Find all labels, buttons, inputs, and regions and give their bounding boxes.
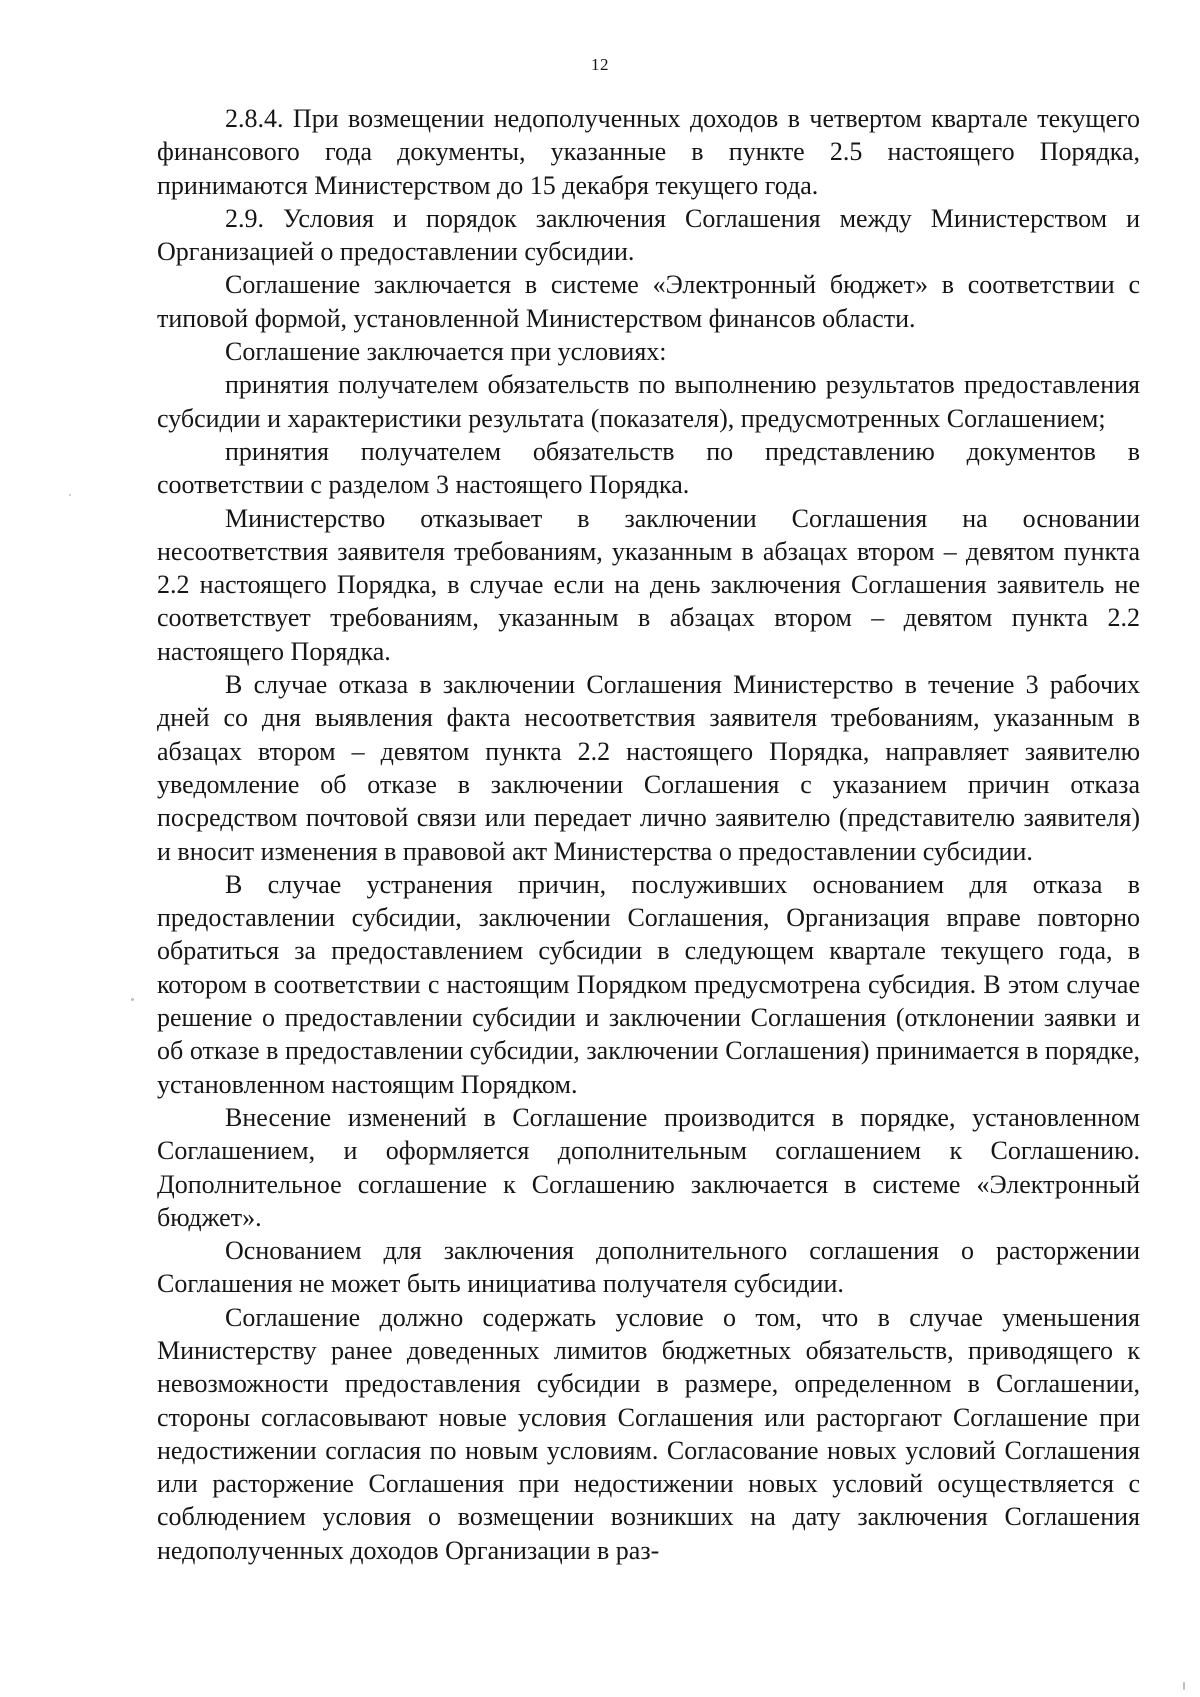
scan-speck bbox=[69, 494, 71, 496]
paragraph-amendments: Внесение изменений в Соглашение производится в порядке, установленном Соглашением, и оформляется дополнительным соглашением к Соглашению. Дополнительное соглашение к Соглашению заключается в системе «Электронный бюджет». bbox=[157, 1102, 1140, 1232]
paragraph-refusal-grounds: Министерство отказывает в заключении Соглашения на основании несоответствия заявителя требованиям, указанным в абзацах втором – девятом пункта 2.2 настоящего Порядка, в случае если на день заключения Соглашения заявитель не соответствует требованиям, указанным в абзацах втором – девятом пункта 2.2 настоящего Порядка. bbox=[157, 503, 1140, 666]
scan-speck bbox=[1183, 1682, 1185, 1690]
paragraph-condition-results: принятия получателем обязательств по выполнению результатов предоставления субсидии и характеристики результата (показателя), предусмотренных Соглашением; bbox=[157, 370, 1140, 433]
page-number: 12 bbox=[591, 55, 609, 74]
paragraph-2-9-heading: 2.9. Условия и порядок заключения Соглашения между Министерством и Организацией о предоставлении субсидии. bbox=[157, 203, 1140, 267]
document-body bbox=[157, 102, 1140, 1567]
paragraph-limits-reduction: Соглашение должно содержать условие о том, что в случае уменьшения Министерству ранее доведенных лимитов бюджетных обязательств, приводящего к невозможности предоставления субсидии в размере, определенном в Соглашении, стороны согласовывают новые условия Соглашения или расторгают Соглашение при недостижении согласия по новым условиям. Согласование новых условий Соглашения или расторжение Соглашения при недостижении новых условий осуществляется с соблюдением условия о возмещении возникших на дату заключения Соглашения недополученных доходов Организации в раз- bbox=[157, 1302, 1140, 1565]
paragraph-condition-documents: принятия получателем обязательств по представлению документов в соответствии с разделом 3 настоящего Порядка. bbox=[157, 436, 1140, 500]
paragraph-reapplication: В случае устранения причин, послуживших основанием для отказа в предоставлении субсидии, заключении Соглашения, Организация вправе повторно обратиться за предоставлением субсидии в следующем квартале текущего года, в котором в соответствии с настоящим Порядком предусмотрена субсидия. В этом случае решение о предоставлении субсидии и заключении Соглашения (отклонении заявки и об отказе в предоставлении субсидии, заключении Соглашения) принимается в порядке, установленном настоящим Порядком. bbox=[157, 869, 1140, 1099]
paragraph-refusal-notice: В случае отказа в заключении Соглашения Министерство в течение 3 рабочих дней со дня выявления факта несоответствия заявителя требованиям, указанным в абзацах втором – девятом пункта 2.2 настоящего Порядка, направляет заявителю уведомление об отказе в заключении Соглашения с указанием причин отказа посредством почтовой связи или передает лично заявителю (представителю заявителя) и вносит изменения в правовой акт Министерства о предоставлении субсидии. bbox=[157, 670, 1140, 866]
paragraph-2-8-4: 2.8.4. При возмещении недополученных доходов в четвертом квартале текущего финансового года документы, указанные в пункте 2.5 настоящего Порядка, принимаются Министерством до 15 декабря текущего года. bbox=[157, 104, 1140, 200]
paragraph-conditions-intro: Соглашение заключается при условиях: bbox=[225, 337, 667, 367]
paragraph-termination-basis: Основанием для заключения дополнительного соглашения о расторжении Соглашения не может быть инициатива получателя субсидии. bbox=[157, 1236, 1140, 1299]
paragraph-agreement-system: Соглашение заключается в системе «Электронный бюджет» в соответствии с типовой формой, установленной Министерством финансов области. bbox=[157, 270, 1140, 333]
scan-speck bbox=[131, 998, 134, 1001]
